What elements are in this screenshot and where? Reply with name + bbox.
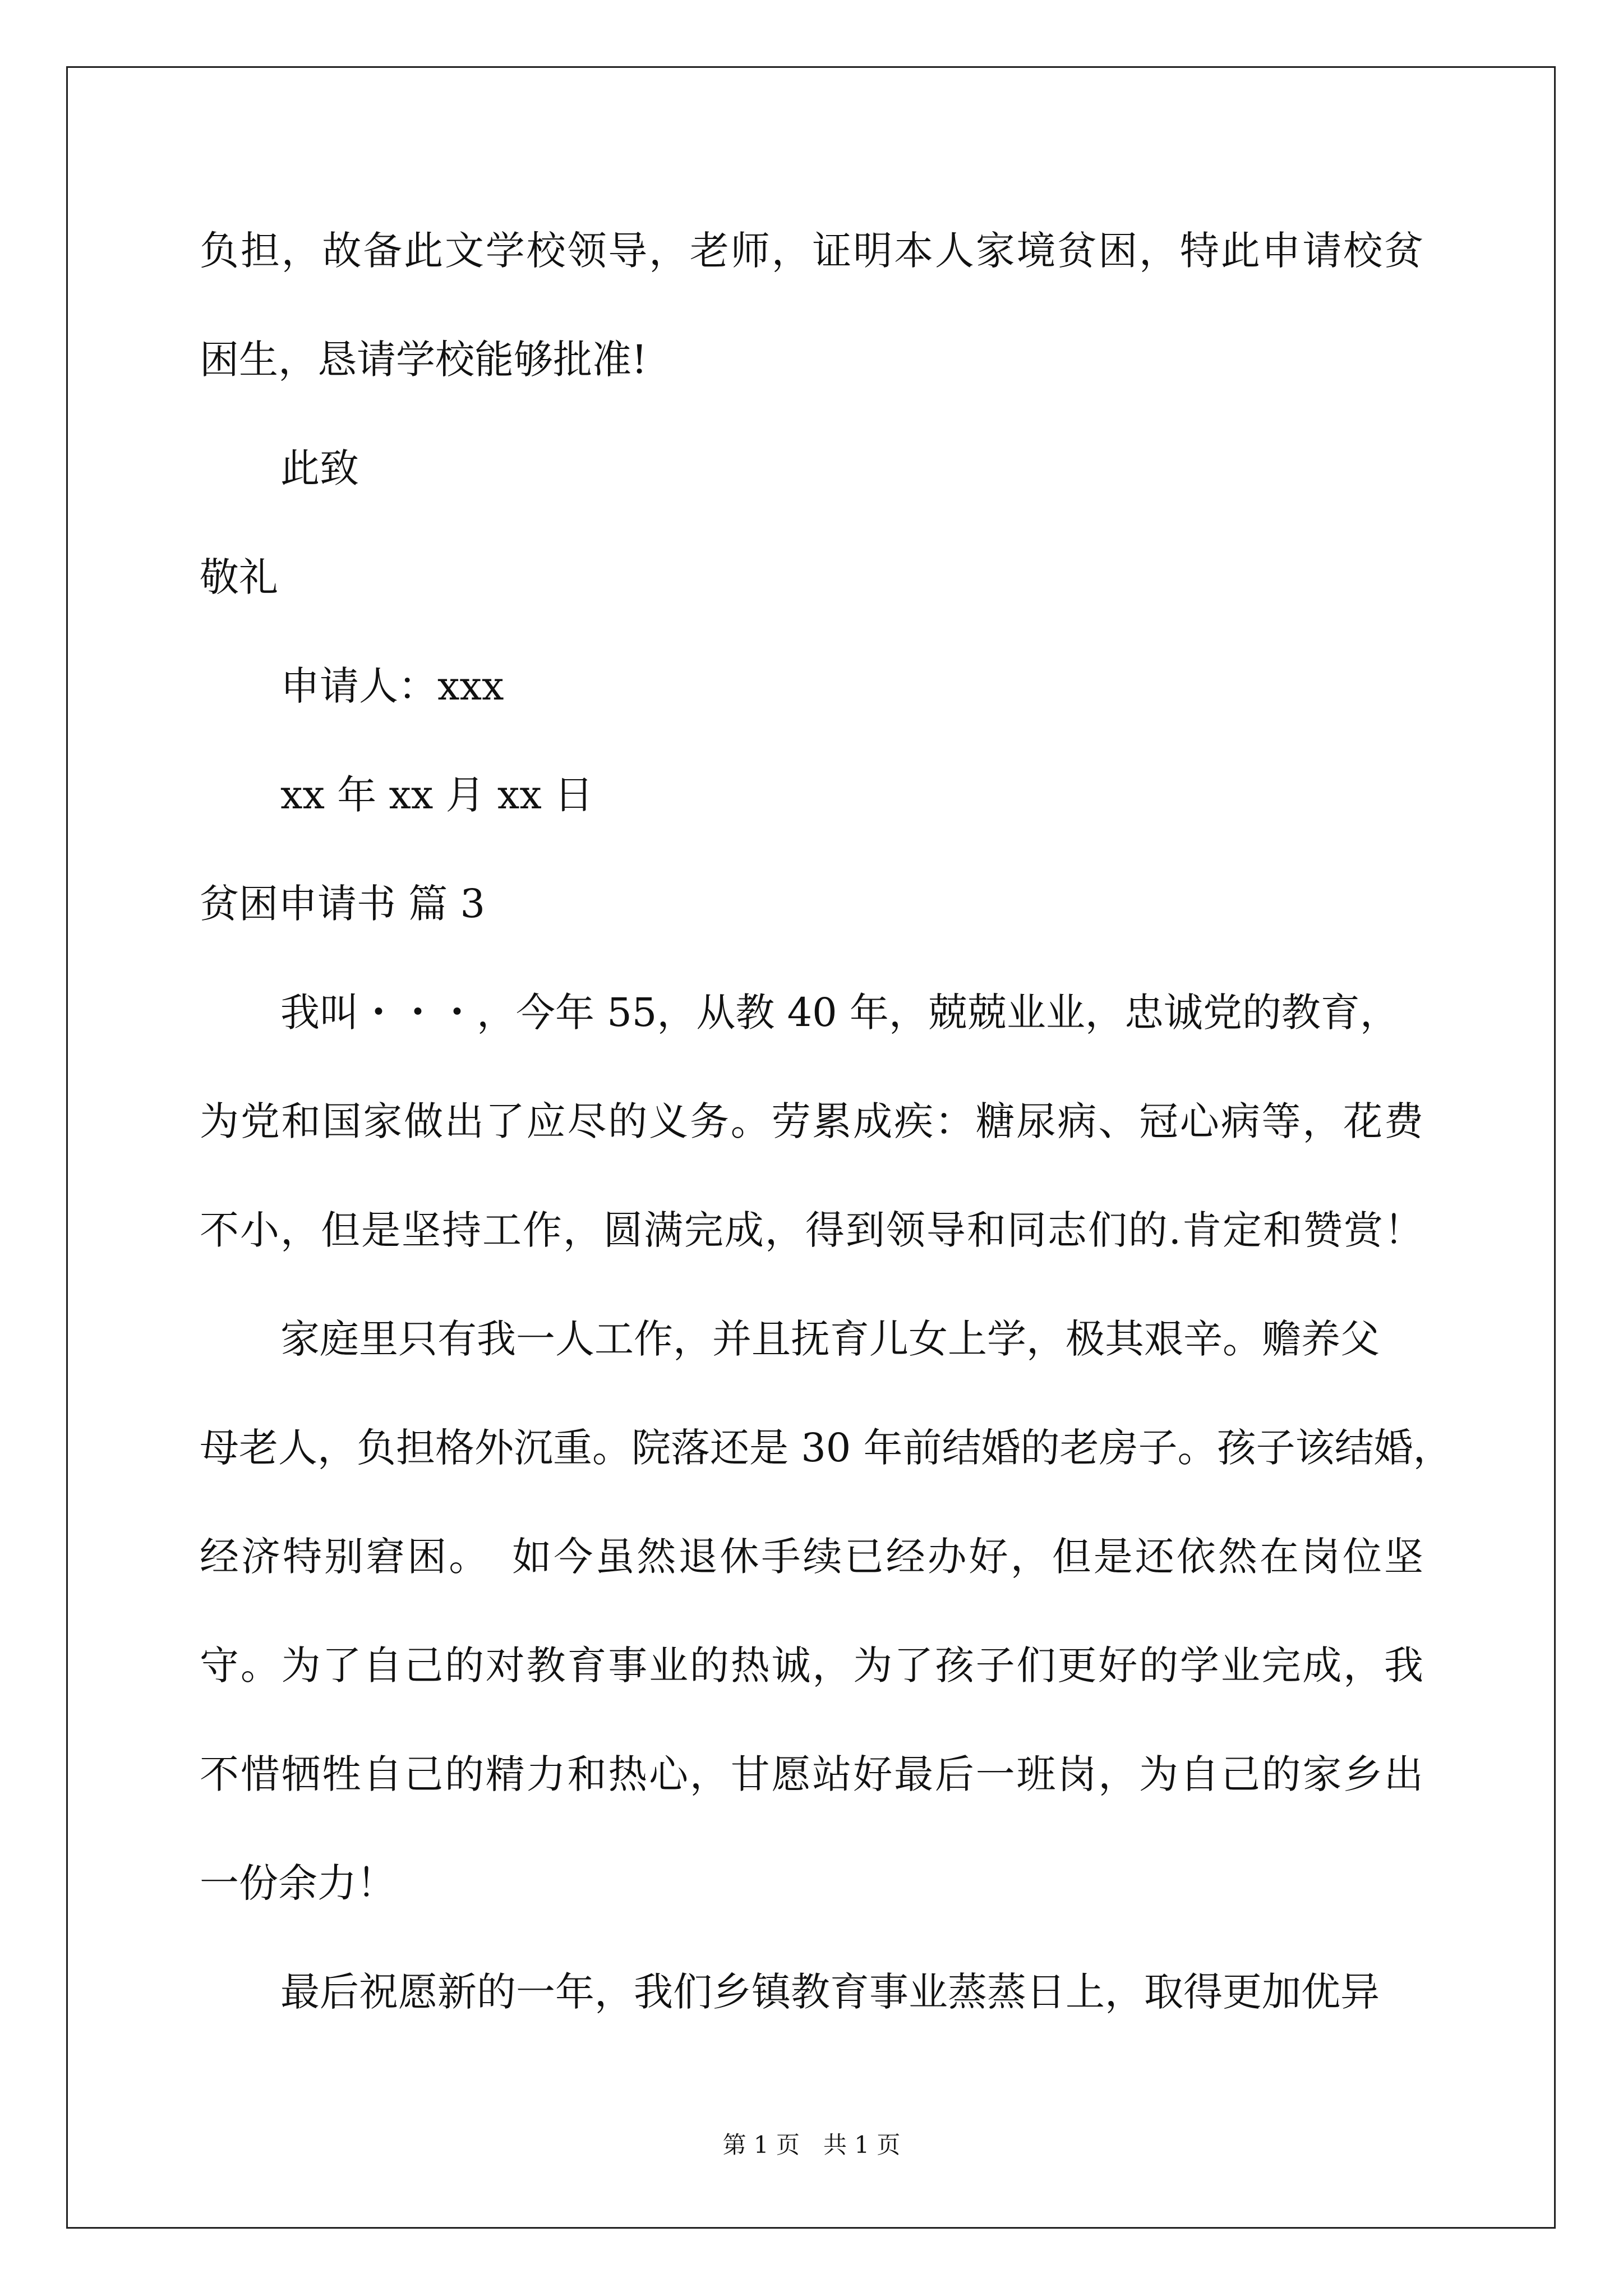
applicant-line: 申请人：xxx	[280, 663, 504, 709]
body-line-17: 最后祝愿新的一年，我们乡镇教育事业蒸蒸日上，取得更加优异	[280, 1969, 1380, 2015]
body-line-14: 守。为了自己的对教育事业的热诚，为了孩子们更好的学业完成，我	[200, 1642, 1423, 1688]
body-line-12: 母老人，负担格外沉重。院落还是 30 年前结婚的老房子。孩子该结婚，	[200, 1425, 1453, 1471]
body-line-8: 我叫・・・，今年 55，从教 40 年，兢兢业业，忠诚党的教育，	[280, 990, 1399, 1036]
body-line-10: 不小，但是坚持工作，圆满完成，得到领导和同志们的.肯定和赞赏！	[200, 1207, 1423, 1253]
section-heading: 贫困申请书 篇 3	[200, 881, 486, 927]
body-line-15: 不惜牺牲自己的精力和热心，甘愿站好最后一班岗，为自己的家乡出	[200, 1751, 1423, 1797]
body-line-11: 家庭里只有我一人工作，并且抚育儿女上学，极其艰辛。赡养父	[280, 1316, 1380, 1362]
salutation-cizhi: 此致	[280, 445, 359, 491]
body-line-2: 困生，恳请学校能够批准!	[200, 337, 648, 383]
salutation-jingli: 敬礼	[200, 554, 278, 600]
body-line-16: 一份余力！	[200, 1860, 396, 1906]
date-line: xx 年 xx 月 xx 日	[280, 772, 594, 818]
body-line-13: 经济特别窘困。 如今虽然退休手续已经办好，但是还依然在岗位坚	[200, 1534, 1423, 1580]
body-line-1: 负担，故备此文学校领导，老师，证明本人家境贫困，特此申请校贫	[200, 228, 1423, 274]
body-line-9: 为党和国家做出了应尽的义务。劳累成疾：糖尿病、冠心病等，花费	[200, 1098, 1423, 1144]
page-footer: 第 1 页 共 1 页	[722, 2131, 901, 2159]
